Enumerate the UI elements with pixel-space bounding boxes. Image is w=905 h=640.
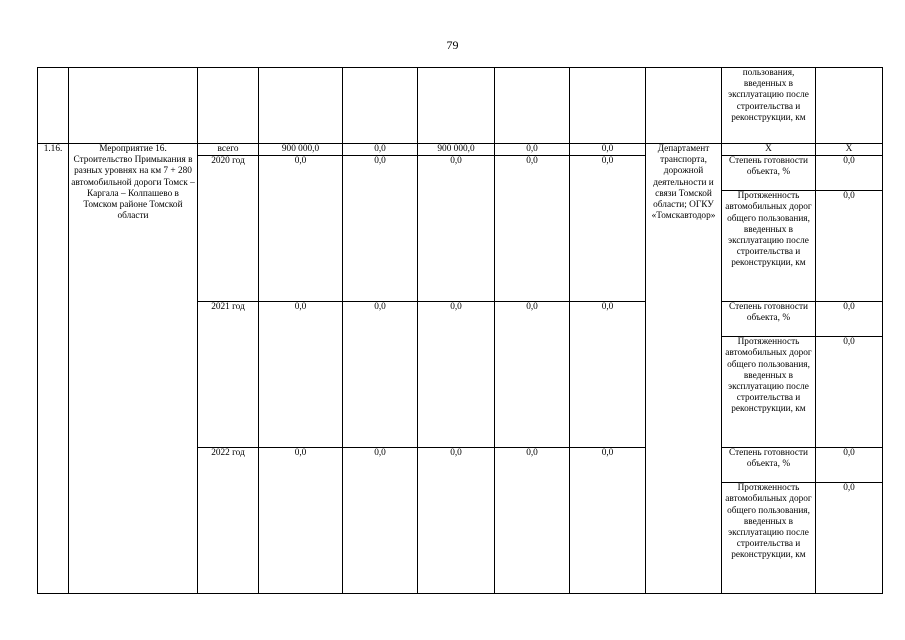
year-value: 0,0 [570,302,646,448]
year-value: 0,0 [259,156,343,302]
year-value: 0,0 [418,448,495,594]
page-number: 79 [446,38,459,52]
empty-cell [343,68,418,144]
empty-cell [198,68,259,144]
empty-cell [495,68,570,144]
year-value: 0,0 [418,156,495,302]
program-table [37,67,883,594]
indicator-value: 0,0 [816,156,883,191]
indicator-name: Степень готовности объекта, % [722,302,816,337]
empty-cell [816,68,883,144]
empty-cell [38,68,69,144]
indicator-name: Протяженность автомобильных дорог общего пользования, введенных в эксплуатацию после строительства и реконструкции, км [722,191,816,302]
total-row [38,144,883,156]
indicator-value: 0,0 [816,302,883,337]
empty-cell [69,68,198,144]
indicator-name: Протяженность автомобильных дорог общего пользования, введенных в эксплуатацию после строительства и реконструкции, км [722,483,816,594]
indicator-name: Степень готовности объекта, % [722,448,816,483]
empty-cell [570,68,646,144]
executor-cell: Департамент транспорта, дорожной деятельности и связи Томской области; ОГКУ «Томскавтодор» [646,144,722,594]
empty-cell [418,68,495,144]
total-value: 900 000,0 [259,144,343,156]
indicator-name: Степень готовности объекта, % [722,156,816,191]
year-label: 2022 год [198,448,259,594]
indicator-value: 0,0 [816,191,883,302]
year-value: 0,0 [418,302,495,448]
total-value: 0,0 [343,144,418,156]
item-number: 1.16. [38,144,69,594]
total-value: 900 000,0 [418,144,495,156]
total-indicator: Х [722,144,816,156]
empty-cell [259,68,343,144]
year-value: 0,0 [259,448,343,594]
indicator-value: 0,0 [816,337,883,448]
carry-indicator-cell: пользования, введенных в эксплуатацию после строительства и реконструкции, км [722,68,816,144]
total-value: 0,0 [495,144,570,156]
indicator-value: 0,0 [816,448,883,483]
year-value: 0,0 [495,156,570,302]
year-value: 0,0 [343,156,418,302]
item-title: Мероприятие 16. Строительство Примыкания в разных уровнях на км 7 + 280 автомобильной дороги Томск – Каргала – Колпашево в Томском районе Томской области [69,144,198,594]
total-value: 0,0 [570,144,646,156]
year-label: 2020 год [198,156,259,302]
year-label: 2021 год [198,302,259,448]
empty-cell [646,68,722,144]
indicator-value: 0,0 [816,483,883,594]
year-value: 0,0 [495,448,570,594]
year-value: 0,0 [495,302,570,448]
year-value: 0,0 [343,448,418,594]
total-label: всего [198,144,259,156]
indicator-name: Протяженность автомобильных дорог общего пользования, введенных в эксплуатацию после строительства и реконструкции, км [722,337,816,448]
year-value: 0,0 [570,448,646,594]
carry-row [38,68,883,144]
total-indicator-value: Х [816,144,883,156]
year-value: 0,0 [343,302,418,448]
year-value: 0,0 [570,156,646,302]
year-value: 0,0 [259,302,343,448]
